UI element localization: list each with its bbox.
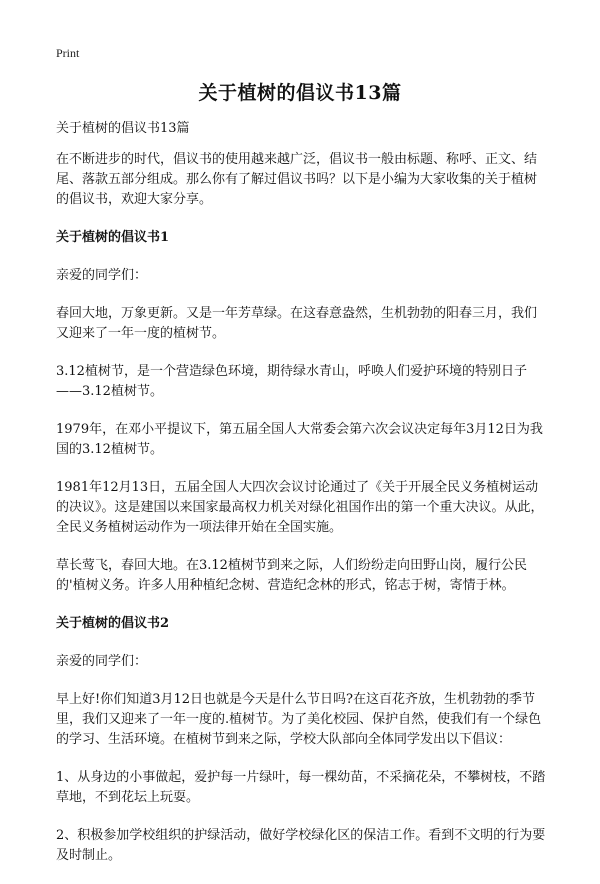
intro-paragraph: 在不断进步的时代，倡议书的使用越来越广泛，倡议书一般由标题、称呼、正文、结尾、落款五部分组成。那么你有了解过倡议书吗？以下是小编为大家收集的关于植树的倡议书，欢迎大家分享。 [56, 152, 538, 207]
paragraph: 早上好!你们知道3月12日也就是今天是什么节日吗?在这百花齐放，生机勃勃的季节里，我们又迎来了一年一度的.植树节。为了美化校园、保护自然，使我们有一个绿色的学习、生活环境。在植树节到来之际，学校大队部向全体同学发出以下倡议： [56, 692, 542, 747]
section-heading-1: 关于植树的倡议书1 [56, 230, 170, 245]
paragraph: 1、从身边的小事做起，爱护每一片绿叶，每一棵幼苗，不采摘花朵，不攀树枝，不踏草地，不到花坛上玩耍。 [56, 770, 546, 805]
paragraph: 草长莺飞，春回大地。在3.12植树节到来之际，人们纷纷走向田野山岗，履行公民的'植树义务。许多人用种植纪念树、营造纪念林的形式，铭志于树，寄情于林。 [56, 558, 527, 593]
paragraph: 1981年12月13日，五届全国人大四次会议讨论通过了《关于开展全民义务植树运动的决议》。这是建国以来国家最高权力机关对绿化祖国作出的第一个重大决议。从此，全民义务植树运动作为一项法律开始在全国实施。 [56, 480, 544, 535]
salutation-1: 亲爱的同学们： [56, 268, 148, 283]
article-subtitle: 关于植树的倡议书13篇 [56, 121, 190, 136]
paragraph: 1979年，在邓小平提议下，第五届全国人大常委会第六次会议决定每年3月12日为我国的3.12植树节。 [56, 422, 543, 457]
page-title: 关于植树的倡议书13篇 [198, 82, 402, 104]
paragraph: 春回大地，万象更新。又是一年芳草绿。在这春意盎然，生机勃勃的阳春三月，我们又迎来了一年一度的植树节。 [56, 306, 538, 341]
paragraph: 2、积极参加学校组织的护绿活动，做好学校绿化区的保洁工作。看到不文明的行为要及时制止。 [56, 828, 546, 863]
article-body [56, 119, 548, 884]
salutation-2: 亲爱的同学们： [56, 654, 148, 669]
paragraph: 3.12植树节，是一个营造绿色环境，期待绿水青山，呼唤人们爱护环境的特别日子——3.12植树节。 [56, 364, 527, 399]
print-link[interactable]: Print [56, 46, 80, 60]
section-heading-2: 关于植树的倡议书2 [56, 616, 170, 631]
